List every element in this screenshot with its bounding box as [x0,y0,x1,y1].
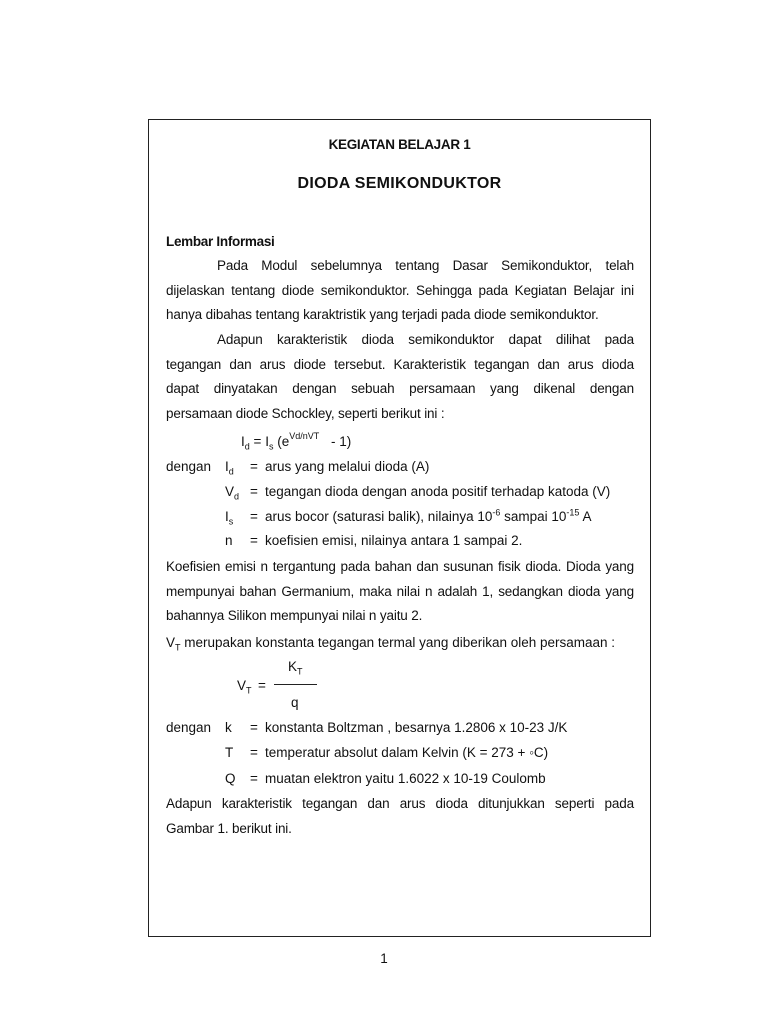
paragraph-line: Adapun karakteristik dioda semikonduktor dapat dilihat pada [217,332,634,347]
paragraph-line: tegangan dan arus diode tersebut. Karakteristik tegangan dan arus dioda [166,356,634,372]
paragraph-emission [166,555,634,629]
equation-equals: = [253,434,262,449]
fraction-numerator: $K_T$ [288,659,303,677]
paragraph-line: bahannya Silikon mempunyai nilai n yaitu 2. [166,608,423,623]
paragraph-line: Adapun karakteristik tegangan dan arus dioda ditunjukkan seperti pada [166,796,634,811]
equation-subscript: d [244,441,250,452]
definition-symbol: $V_d$ [225,484,240,502]
paragraph-figure-intro [166,792,634,841]
document-title: DIODA SEMIKONDUKTOR [297,175,502,192]
definition-equals: = [250,509,258,524]
fraction-equals: = [258,678,266,693]
definition-text: arus yang melalui dioda (A) [265,459,430,474]
definition-equals: = [250,533,258,548]
definition-symbol: n [225,533,233,548]
paragraph-line: hanya dibahas tentang karaktristik yang terjadi pada diode semikonduktor. [166,307,599,322]
definition-equals: = [250,745,258,760]
definitions-lead: dengan [166,720,212,735]
definition-text: muatan elektron yaitu 1.6022 x 10-19 Coulomb [265,771,546,786]
definition-text: konstanta Boltzman , besarnya 1.2806 x 10-23 J/K [265,720,568,735]
paragraph-line: mempunyai bahan Germanium, maka nilai n adalah 1, sedangkan dioda yang [166,583,634,599]
fraction-denominator: q [291,695,299,710]
equation-symbol: I [265,434,269,449]
shockley-equation [241,430,352,452]
paragraph-intro [166,254,634,328]
definition-equals: = [250,720,258,735]
definition-text: temperatur absolut dalam Kelvin (K = 273 + ◦C) [265,745,549,760]
definition-equals: = [250,484,258,499]
equation-subscript: s [268,441,274,452]
definition-text: arus bocor (saturasi balik), nilainya $10^{-6}$ sampai $10^{-15}$ A [265,507,592,524]
activity-heading: KEGIATAN BELAJAR 1 [328,137,471,152]
equation-symbol: I [241,434,245,449]
definition-symbol: $I_d$ [225,459,234,477]
definition-text: tegangan dioda dengan anoda positif terhadap katoda (V) [265,484,611,499]
thermal-voltage-intro: $V_T$ merupakan konstanta tegangan termal yang diberikan oleh persamaan : [166,635,616,653]
fraction-lhs: $V_T$ [237,678,252,696]
definition-symbol: Q [225,771,236,786]
definition-symbol: k [225,720,232,735]
equation-tail: - 1) [331,434,352,449]
page-number: 1 [380,951,388,966]
section-title: Lembar Informasi [166,234,275,249]
definition-equals: = [250,771,258,786]
equation-open: (e [277,434,290,449]
fraction-bar [274,684,317,685]
definitions-lead: dengan [166,459,212,474]
definition-text: koefisien emisi, nilainya antara 1 sampai 2. [265,533,523,548]
paragraph-line: persamaan diode Schockley, seperti berikut ini : [166,405,445,421]
paragraph-line: dijelaskan tentang diode semikonduktor. Sehingga pada Kegiatan Belajar ini [166,282,634,298]
definition-symbol: $I_s$ [225,509,234,527]
definition-equals: = [250,459,258,474]
paragraph-characteristics [166,328,634,426]
paragraph-line: Koefisien emisi n tergantung pada bahan dan susunan fisik dioda. Dioda yang [166,559,634,574]
definition-symbol: T [225,745,234,760]
paragraph-line: Gambar 1. berikut ini. [166,820,292,836]
paragraph-line: dapat dinyatakan dengan sebuah persamaan yang dikenal dengan [166,381,634,396]
equation-exponent: Vd/nVT [289,430,320,441]
paragraph-line: Pada Modul sebelumnya tentang Dasar Semikonduktor, telah [217,258,634,273]
